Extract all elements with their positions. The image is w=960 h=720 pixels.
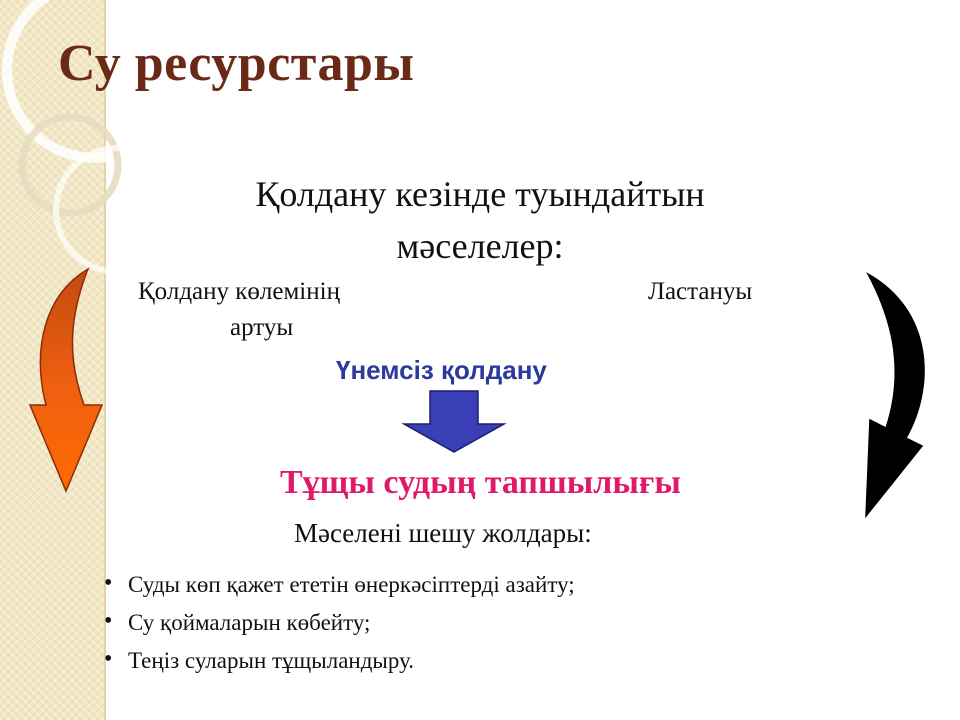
solutions-list bbox=[104, 566, 575, 680]
down-arrow-icon bbox=[400, 390, 508, 454]
problem-pollution: Ластануы bbox=[648, 278, 753, 305]
problem-usage-line2: артуы bbox=[230, 314, 294, 341]
wasteful-use-label: Үнемсіз қолдану bbox=[336, 355, 547, 385]
curved-arrow-right-icon bbox=[858, 270, 938, 520]
freshwater-shortage-label: Тұщы судың тапшылығы bbox=[280, 464, 681, 501]
curved-arrow-left-icon bbox=[26, 265, 106, 495]
slide-subtitle: Қолдану кезінде туындайтын мәселелер: bbox=[255, 174, 705, 266]
problem-usage-increase bbox=[138, 274, 418, 346]
solutions-heading: Мәселені шешу жолдары: bbox=[294, 518, 592, 548]
solution-item: • Су қоймаларын көбейту; bbox=[104, 604, 575, 642]
problem-usage-line1: Қолдану көлемінің bbox=[138, 278, 340, 305]
slide-title: Су ресурстары bbox=[58, 35, 415, 92]
solution-item: • Теңіз суларын тұщыландыру. bbox=[104, 642, 575, 680]
solution-item: • Суды көп қажет ететін өнеркәсіптерді азайту; bbox=[104, 566, 575, 604]
